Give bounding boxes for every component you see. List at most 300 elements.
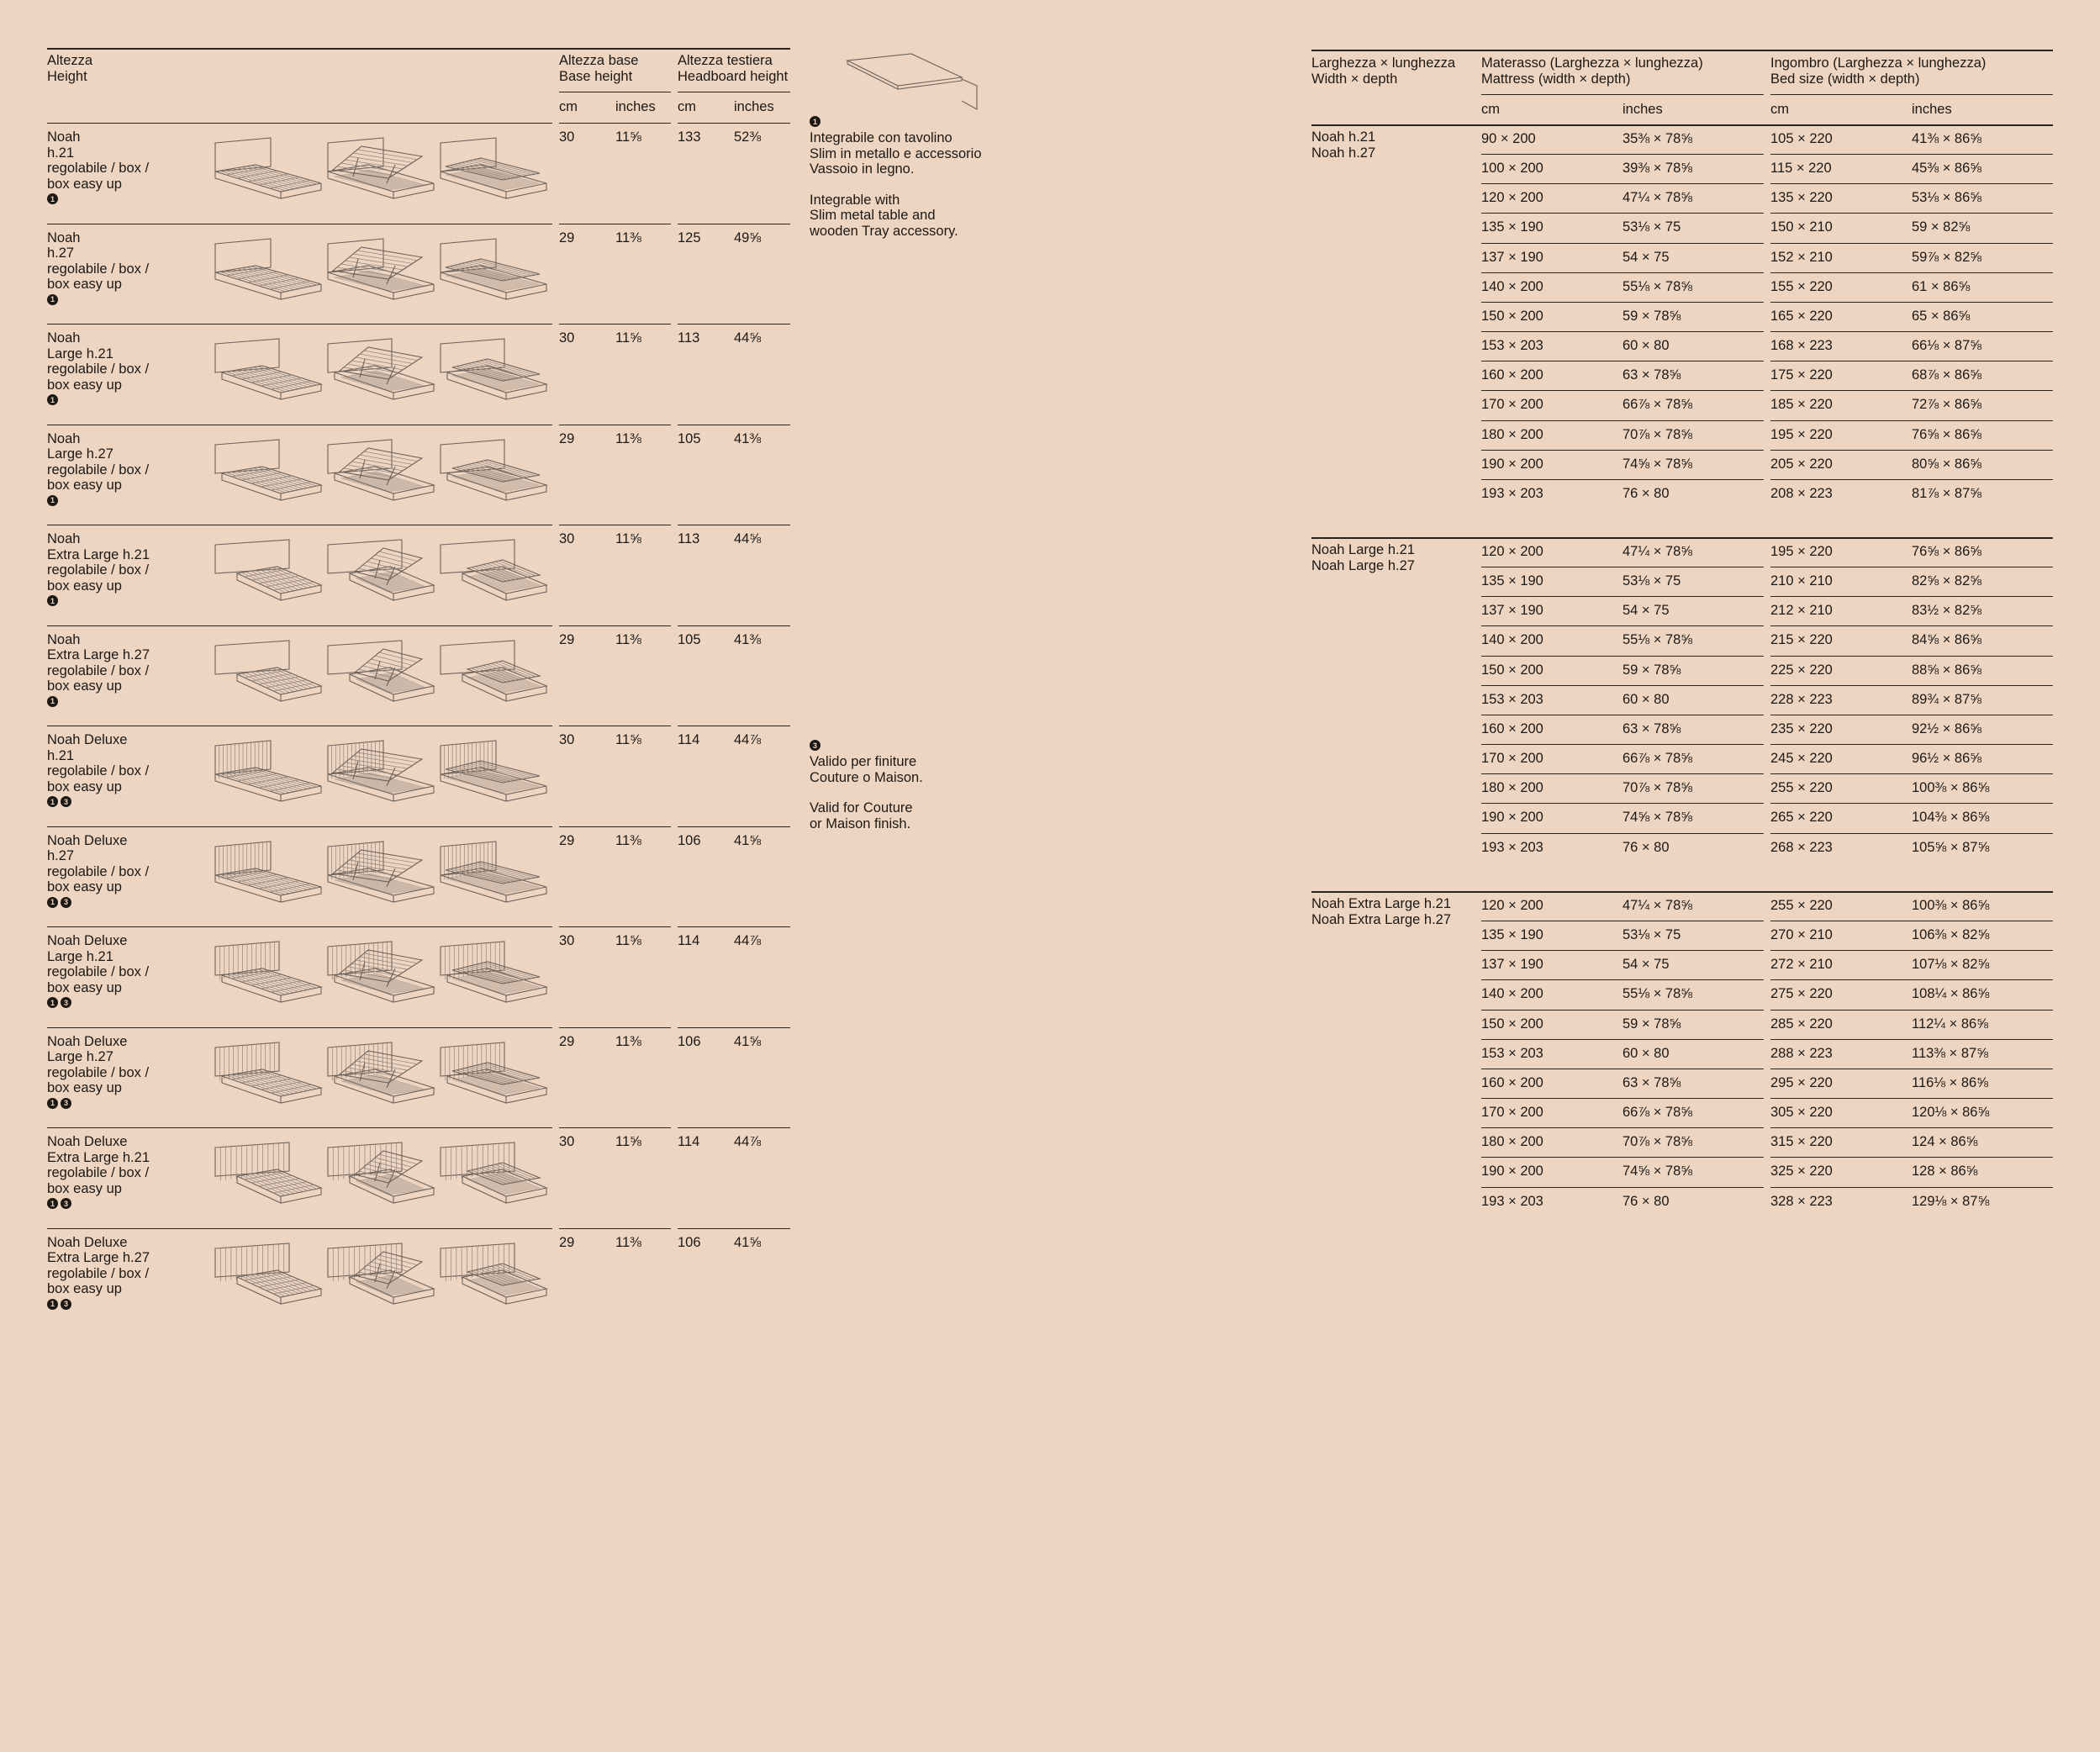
bed-illustration-box: [326, 235, 435, 315]
mattress-cm: 193 × 203: [1481, 485, 1543, 501]
height-head-in: 41⅜: [734, 430, 762, 446]
mattress-cm: 170 × 200: [1481, 397, 1543, 413]
note-3-text-it: Valido per finiture Couture o Maison.: [810, 754, 923, 785]
bedsize-cm: 215 × 220: [1770, 632, 1833, 648]
mattress-inches: 63 × 78⅝: [1622, 720, 1681, 736]
unit-inches-mattress: inches: [1622, 102, 1663, 117]
unit-cm-base: cm: [559, 99, 578, 114]
size-row-rule-mattress: [1481, 979, 1764, 980]
size-row-rule-mattress: [1481, 390, 1764, 391]
right-table-top-rule: [1311, 50, 2053, 51]
model-label: Noah Deluxe Extra Large h.21 regolabile / box / box easy up: [47, 1134, 150, 1196]
size-row-rule-mattress: [1481, 596, 1764, 597]
bedsize-cm: 228 × 223: [1770, 691, 1833, 707]
mattress-inches: 66⅞ × 78⅝: [1622, 751, 1693, 767]
mattress-cm: 90 × 200: [1481, 131, 1536, 146]
bedsize-cm: 150 × 210: [1770, 219, 1833, 235]
mattress-inches: 35⅜ × 78⅝: [1622, 131, 1693, 146]
mattress-inches: 60 × 80: [1622, 338, 1670, 354]
model-label: Noah Large h.21 regolabile / box / box easy up: [47, 330, 150, 393]
mattress-inches: 74⅝ × 78⅝: [1622, 1164, 1693, 1179]
size-row-rule-mattress: [1481, 420, 1764, 421]
unit-inches-head: inches: [734, 99, 774, 114]
height-base-in: 11⅝: [615, 732, 641, 747]
mattress-cm: 135 × 190: [1481, 219, 1543, 235]
mattress-cm: 150 × 200: [1481, 308, 1543, 324]
left-row-rule-base: [559, 1027, 671, 1028]
bedsize-cm: 295 × 220: [1770, 1074, 1833, 1090]
size-row-rule-mattress: [1481, 656, 1764, 657]
note-badge: 1: [47, 394, 58, 405]
mattress-cm: 180 × 200: [1481, 780, 1543, 796]
bed-illustration-regolabile: [214, 536, 323, 616]
mattress-cm: 137 × 190: [1481, 957, 1543, 973]
height-base-cm: 30: [559, 732, 575, 747]
bedsize-inches: 66⅛ × 87⅝: [1912, 338, 1982, 354]
size-row-rule-mattress: [1481, 1157, 1764, 1158]
bedsize-cm: 135 × 220: [1770, 190, 1833, 206]
mattress-inches: 53⅛ × 75: [1622, 927, 1681, 943]
bedsize-inches: 83½ × 82⅝: [1912, 603, 1982, 619]
mattress-cm: 140 × 200: [1481, 986, 1543, 1002]
bedsize-cm: 210 × 210: [1770, 573, 1833, 589]
bed-illustration-easyup: [439, 235, 548, 315]
mattress-cm: 137 × 190: [1481, 249, 1543, 265]
bedsize-cm: 325 × 220: [1770, 1164, 1833, 1179]
bed-illustration-regolabile: [214, 436, 323, 516]
bedsize-cm: 175 × 220: [1770, 367, 1833, 383]
bedsize-inches: 59⅞ × 82⅝: [1912, 249, 1982, 265]
height-head-in: 44⅞: [734, 1134, 762, 1149]
bed-illustration-regolabile: [214, 938, 323, 1018]
bedsize-cm: 165 × 220: [1770, 308, 1833, 324]
bedsize-inches: 61 × 86⅝: [1912, 278, 1971, 294]
bedsize-cm: 272 × 210: [1770, 957, 1833, 973]
bedsize-inches: 59 × 82⅝: [1912, 219, 1971, 235]
right-unit-rule-mattress: [1481, 94, 1764, 95]
bed-illustration-box: [326, 938, 435, 1018]
model-label: Noah Deluxe h.27 regolabile / box / box easy up: [47, 832, 150, 894]
model-label: Noah Large h.27 regolabile / box / box easy up: [47, 430, 150, 493]
height-head-cm: 114: [678, 732, 700, 747]
height-base-cm: 29: [559, 430, 575, 446]
size-row-rule-bedsize: [1770, 390, 2053, 391]
bedsize-inches: 41⅜ × 86⅝: [1912, 131, 1982, 146]
bedsize-cm: 208 × 223: [1770, 485, 1833, 501]
height-base-in: 11⅜: [615, 430, 641, 446]
mattress-inches: 55⅛ × 78⅝: [1622, 278, 1693, 294]
note-badge: 1: [47, 696, 58, 707]
model-note-badges: [47, 694, 61, 710]
bedsize-cm: 285 × 220: [1770, 1016, 1833, 1032]
note-badge: 3: [61, 897, 71, 908]
size-row-rule-mattress: [1481, 803, 1764, 804]
left-row-rule-head: [678, 826, 790, 827]
height-base-in: 11⅜: [615, 631, 641, 647]
left-row-rule-head: [678, 1228, 790, 1229]
bed-illustration-regolabile: [214, 1240, 323, 1320]
bedsize-inches: 81⅞ × 87⅝: [1912, 485, 1982, 501]
note-3-badge: 3: [810, 740, 820, 751]
mattress-inches: 70⅞ × 78⅝: [1622, 780, 1693, 796]
note-badge: 3: [61, 997, 71, 1008]
size-row-rule-bedsize: [1770, 154, 2053, 155]
col-model-header: Altezza Height: [47, 53, 93, 84]
bed-illustration-easyup: [439, 1139, 548, 1219]
height-head-cm: 114: [678, 933, 700, 948]
bedsize-inches: 89¾ × 87⅝: [1912, 691, 1982, 707]
left-row-rule-head: [678, 926, 790, 927]
height-base-cm: 29: [559, 631, 575, 647]
mattress-cm: 190 × 200: [1481, 456, 1543, 472]
height-base-cm: 30: [559, 933, 575, 948]
bedsize-cm: 268 × 223: [1770, 839, 1833, 855]
height-head-cm: 106: [678, 832, 701, 848]
height-head-in: 41⅝: [734, 1234, 762, 1250]
bedsize-inches: 65 × 86⅝: [1912, 308, 1971, 324]
bedsize-inches: 82⅝ × 82⅝: [1912, 573, 1982, 589]
bedsize-inches: 107⅛ × 82⅝: [1912, 957, 1990, 973]
height-base-in: 11⅜: [615, 230, 641, 245]
height-head-cm: 114: [678, 1134, 700, 1149]
mattress-cm: 193 × 203: [1481, 1193, 1543, 1209]
model-label: Noah Deluxe h.21 regolabile / box / box easy up: [47, 732, 150, 794]
bedsize-inches: 72⅞ × 86⅝: [1912, 397, 1982, 413]
mattress-inches: 74⅝ × 78⅝: [1622, 456, 1693, 472]
note-badge: 1: [47, 595, 58, 606]
mattress-inches: 59 × 78⅝: [1622, 1016, 1681, 1032]
height-head-cm: 133: [678, 129, 701, 145]
size-row-rule-mattress: [1481, 625, 1764, 626]
note-1-text-en: Integrable with Slim metal table and wooden Tray accessory.: [810, 192, 958, 239]
left-row-rule-base: [559, 123, 671, 124]
mattress-cm: 140 × 200: [1481, 278, 1543, 294]
bedsize-cm: 155 × 220: [1770, 278, 1833, 294]
bed-illustration-easyup: [439, 536, 548, 616]
bedsize-cm: 328 × 223: [1770, 1193, 1833, 1209]
height-base-in: 11⅜: [615, 1234, 641, 1250]
height-head-cm: 113: [678, 330, 700, 346]
mattress-inches: 76 × 80: [1622, 485, 1670, 501]
model-label: Noah Deluxe Large h.27 regolabile / box / box easy up: [47, 1033, 150, 1095]
size-row-rule-bedsize: [1770, 1127, 2053, 1128]
size-row-rule-mattress: [1481, 1039, 1764, 1040]
bedsize-cm: 245 × 220: [1770, 751, 1833, 767]
bed-illustration-easyup: [439, 335, 548, 415]
height-head-in: 44⅝: [734, 531, 762, 546]
size-row-rule-bedsize: [1770, 833, 2053, 834]
bedsize-inches: 84⅝ × 86⅝: [1912, 632, 1982, 648]
height-base-in: 11⅝: [615, 933, 641, 948]
note-badge: 1: [47, 997, 58, 1008]
group-label: Noah Large h.21 Noah Large h.27: [1311, 542, 1415, 573]
mattress-cm: 170 × 200: [1481, 751, 1543, 767]
model-note-badges: [47, 1096, 74, 1111]
bedsize-cm: 255 × 220: [1770, 898, 1833, 913]
col-size-header: Larghezza × lunghezza Width × depth: [1311, 55, 1456, 87]
height-head-in: 49⅝: [734, 230, 762, 245]
model-note-badges: [47, 794, 74, 810]
bedsize-cm: 115 × 220: [1770, 161, 1832, 177]
height-head-in: 41⅝: [734, 832, 762, 848]
mattress-cm: 153 × 203: [1481, 338, 1543, 354]
note-1: [810, 114, 982, 239]
note-badge: 1: [47, 897, 58, 908]
bedsize-cm: 255 × 220: [1770, 780, 1833, 796]
mattress-inches: 76 × 80: [1622, 839, 1670, 855]
bed-illustration-easyup: [439, 737, 548, 817]
model-label: Noah Deluxe Extra Large h.27 regolabile / box / box easy up: [47, 1234, 150, 1296]
bed-illustration-box: [326, 1039, 435, 1119]
note-1-badge: 1: [810, 116, 820, 127]
mattress-cm: 135 × 190: [1481, 927, 1543, 943]
bedsize-inches: 113⅜ × 87⅝: [1912, 1045, 1988, 1061]
col-mattress-header: Materasso (Larghezza × lunghezza) Mattress (width × depth): [1481, 55, 1703, 87]
bedsize-inches: 112¼ × 86⅝: [1912, 1016, 1988, 1032]
left-row-rule: [47, 123, 552, 124]
left-row-rule-head: [678, 123, 790, 124]
bedsize-inches: 45⅜ × 86⅝: [1912, 161, 1982, 177]
bedsize-inches: 80⅝ × 86⅝: [1912, 456, 1982, 472]
bedsize-cm: 168 × 223: [1770, 338, 1833, 354]
bedsize-inches: 129⅛ × 87⅝: [1912, 1193, 1990, 1209]
size-row-rule-bedsize: [1770, 213, 2053, 214]
note-3: [810, 738, 923, 831]
bedsize-inches: 92½ × 86⅝: [1912, 720, 1982, 736]
mattress-inches: 39⅜ × 78⅝: [1622, 161, 1693, 177]
bedsize-cm: 275 × 220: [1770, 986, 1833, 1002]
size-row-rule-bedsize: [1770, 685, 2053, 686]
bed-illustration-easyup: [439, 637, 548, 717]
size-row-rule-bedsize: [1770, 450, 2053, 451]
bed-illustration-box: [326, 737, 435, 817]
bedsize-inches: 96½ × 86⅝: [1912, 751, 1982, 767]
unit-inches-bedsize: inches: [1912, 102, 1952, 117]
mattress-inches: 60 × 80: [1622, 1045, 1670, 1061]
bed-illustration-regolabile: [214, 1039, 323, 1119]
bed-illustration-box: [326, 135, 435, 214]
mattress-inches: 70⅞ × 78⅝: [1622, 1134, 1693, 1150]
mattress-cm: 160 × 200: [1481, 1074, 1543, 1090]
height-head-cm: 113: [678, 531, 700, 546]
size-row-rule-mattress: [1481, 1127, 1764, 1128]
right-unit-rule-bedsize: [1770, 94, 2053, 95]
bedsize-cm: 195 × 220: [1770, 426, 1833, 442]
left-row-rule-head: [678, 324, 790, 325]
bedsize-inches: 105⅝ × 87⅝: [1912, 839, 1990, 855]
size-row-rule-mattress: [1481, 950, 1764, 951]
bed-illustration-regolabile: [214, 1139, 323, 1219]
mattress-cm: 100 × 200: [1481, 161, 1543, 177]
size-row-rule-mattress: [1481, 272, 1764, 273]
unit-cm-mattress: cm: [1481, 102, 1500, 117]
note-badge: 3: [61, 1098, 71, 1109]
left-table-top-rule: [47, 48, 790, 50]
bed-illustration-regolabile: [214, 637, 323, 717]
height-base-in: 11⅜: [615, 832, 641, 848]
bedsize-inches: 116⅛ × 86⅝: [1912, 1074, 1988, 1090]
mattress-cm: 170 × 200: [1481, 1105, 1543, 1121]
model-label: Noah Extra Large h.27 regolabile / box / box easy up: [47, 631, 150, 694]
mattress-cm: 150 × 200: [1481, 1016, 1543, 1032]
mattress-cm: 120 × 200: [1481, 190, 1543, 206]
model-note-badges: [47, 393, 61, 408]
model-note-badges: [47, 192, 61, 207]
size-row-rule-bedsize: [1770, 950, 2053, 951]
left-row-rule-head: [678, 1027, 790, 1028]
mattress-inches: 54 × 75: [1622, 603, 1670, 619]
bed-illustration-easyup: [439, 938, 548, 1018]
size-row-rule-bedsize: [1770, 1098, 2053, 1099]
bed-illustration-regolabile: [214, 235, 323, 315]
height-base-in: 11⅜: [615, 1033, 641, 1049]
bed-illustration-easyup: [439, 1240, 548, 1320]
size-row-rule-mattress: [1481, 1098, 1764, 1099]
left-row-rule: [47, 1027, 552, 1028]
size-row-rule-bedsize: [1770, 773, 2053, 774]
note-badge: 3: [61, 1198, 71, 1209]
mattress-inches: 54 × 75: [1622, 957, 1670, 973]
bed-illustration-box: [326, 335, 435, 415]
mattress-inches: 70⅞ × 78⅝: [1622, 426, 1693, 442]
bedsize-cm: 205 × 220: [1770, 456, 1833, 472]
col-headboard-header: Altezza testiera Headboard height: [678, 53, 789, 84]
model-note-badges: [47, 594, 61, 609]
left-row-rule-head: [678, 1127, 790, 1128]
size-row-rule-mattress: [1481, 302, 1764, 303]
size-row-rule-bedsize: [1770, 479, 2053, 480]
bedsize-cm: 235 × 220: [1770, 720, 1833, 736]
height-base-cm: 29: [559, 832, 575, 848]
note-badge: 3: [61, 796, 71, 807]
bed-illustration-regolabile: [214, 737, 323, 817]
size-row-rule-bedsize: [1770, 803, 2053, 804]
bedsize-cm: 212 × 210: [1770, 603, 1833, 619]
group-rule: [1311, 124, 2053, 126]
group-rule: [1311, 891, 2053, 893]
bedsize-inches: 88⅝ × 86⅝: [1912, 662, 1982, 678]
bedsize-inches: 76⅝ × 86⅝: [1912, 426, 1982, 442]
mattress-cm: 140 × 200: [1481, 632, 1543, 648]
left-row-rule: [47, 625, 552, 626]
size-row-rule-mattress: [1481, 479, 1764, 480]
mattress-cm: 120 × 200: [1481, 544, 1543, 559]
mattress-inches: 55⅛ × 78⅝: [1622, 986, 1693, 1002]
bedsize-inches: 108¼ × 86⅝: [1912, 986, 1990, 1002]
height-base-cm: 29: [559, 1033, 575, 1049]
bed-illustration-box: [326, 1139, 435, 1219]
height-base-in: 11⅝: [615, 129, 641, 145]
height-head-cm: 105: [678, 430, 701, 446]
left-row-rule-base: [559, 625, 671, 626]
height-base-cm: 30: [559, 531, 575, 546]
mattress-inches: 74⅝ × 78⅝: [1622, 810, 1693, 826]
bed-illustration-easyup: [439, 135, 548, 214]
model-note-badges: [47, 995, 74, 1011]
height-head-in: 41⅝: [734, 1033, 762, 1049]
unit-inches-base: inches: [615, 99, 656, 114]
size-row-rule-bedsize: [1770, 1010, 2053, 1011]
mattress-inches: 59 × 78⅝: [1622, 662, 1681, 678]
mattress-cm: 137 × 190: [1481, 603, 1543, 619]
height-head-cm: 106: [678, 1033, 701, 1049]
left-row-rule-base: [559, 926, 671, 927]
mattress-cm: 135 × 190: [1481, 573, 1543, 589]
mattress-cm: 160 × 200: [1481, 367, 1543, 383]
note-1-text-it: Integrabile con tavolino Slim in metallo e accessorio Vassoio in legno.: [810, 130, 982, 177]
bedsize-inches: 76⅝ × 86⅝: [1912, 544, 1982, 559]
left-row-rule: [47, 826, 552, 827]
bedsize-cm: 195 × 220: [1770, 544, 1833, 559]
bedsize-inches: 106⅜ × 82⅝: [1912, 927, 1990, 943]
bed-illustration-box: [326, 838, 435, 918]
height-head-cm: 125: [678, 230, 701, 245]
model-note-badges: [47, 1297, 74, 1312]
size-row-rule-bedsize: [1770, 243, 2053, 244]
size-row-rule-mattress: [1481, 183, 1764, 184]
note-badge: 1: [47, 1198, 58, 1209]
left-row-rule-base: [559, 1127, 671, 1128]
mattress-inches: 60 × 80: [1622, 691, 1670, 707]
mattress-cm: 190 × 200: [1481, 810, 1543, 826]
model-note-badges: [47, 493, 61, 509]
bedsize-inches: 104⅜ × 86⅝: [1912, 810, 1990, 826]
size-row-rule-mattress: [1481, 213, 1764, 214]
size-row-rule-bedsize: [1770, 420, 2053, 421]
height-base-cm: 29: [559, 230, 575, 245]
height-head-cm: 106: [678, 1234, 701, 1250]
size-row-rule-bedsize: [1770, 979, 2053, 980]
size-row-rule-mattress: [1481, 773, 1764, 774]
group-label: Noah h.21 Noah h.27: [1311, 129, 1376, 161]
model-note-badges: [47, 895, 74, 910]
height-base-cm: 29: [559, 1234, 575, 1250]
bedsize-cm: 305 × 220: [1770, 1105, 1833, 1121]
mattress-cm: 193 × 203: [1481, 839, 1543, 855]
bedsize-inches: 128 × 86⅝: [1912, 1164, 1978, 1179]
mattress-inches: 66⅞ × 78⅝: [1622, 397, 1693, 413]
bedsize-inches: 68⅞ × 86⅝: [1912, 367, 1982, 383]
left-row-rule-base: [559, 1228, 671, 1229]
mattress-inches: 47¼ × 78⅝: [1622, 898, 1693, 913]
bed-illustration-box: [326, 1240, 435, 1320]
bed-illustration-easyup: [439, 1039, 548, 1119]
bedsize-cm: 265 × 220: [1770, 810, 1833, 826]
height-head-in: 44⅞: [734, 732, 762, 747]
note-badge: 1: [47, 1299, 58, 1310]
height-head-in: 52⅜: [734, 129, 762, 145]
mattress-cm: 153 × 203: [1481, 1045, 1543, 1061]
mattress-inches: 53⅛ × 75: [1622, 219, 1681, 235]
size-row-rule-mattress: [1481, 744, 1764, 745]
bed-illustration-regolabile: [214, 135, 323, 214]
bedsize-inches: 124 × 86⅝: [1912, 1134, 1978, 1150]
model-note-badges: [47, 1196, 74, 1211]
model-note-badges: [47, 293, 61, 308]
model-label: Noah h.27 regolabile / box / box easy up: [47, 230, 150, 292]
left-row-rule-head: [678, 625, 790, 626]
model-label: Noah Extra Large h.21 regolabile / box / box easy up: [47, 531, 150, 594]
mattress-inches: 76 × 80: [1622, 1193, 1670, 1209]
size-row-rule-mattress: [1481, 1010, 1764, 1011]
note-badge: 1: [47, 1098, 58, 1109]
size-row-rule-mattress: [1481, 154, 1764, 155]
height-head-in: 44⅝: [734, 330, 762, 346]
mattress-cm: 190 × 200: [1481, 1164, 1543, 1179]
note-badge: 1: [47, 294, 58, 305]
mattress-cm: 150 × 200: [1481, 662, 1543, 678]
height-base-in: 11⅝: [615, 330, 641, 346]
